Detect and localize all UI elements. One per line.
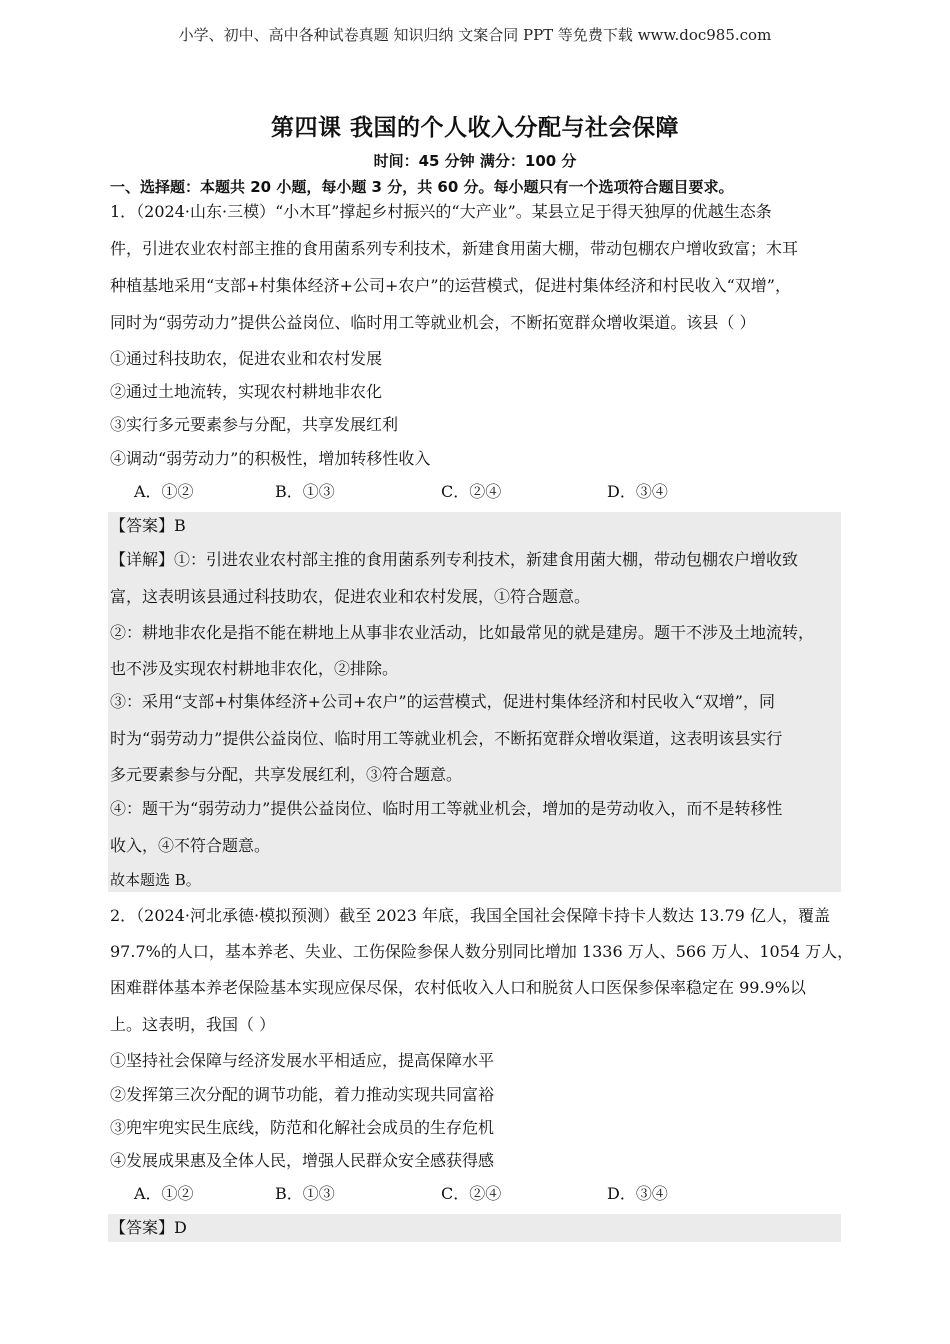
q2-stem-line: 困难群体基本养老保险基本实现应保尽保，农村低收入人口和脱贫人口医保参保率稳定在 99.9%以: [110, 978, 806, 997]
q1-option-b: B．①③: [275, 482, 335, 501]
q1-explanation-line: 也不涉及实现农村耕地非农化，②排除。: [110, 659, 399, 678]
q1-item: ①通过科技助农，促进农业和农村发展: [110, 349, 383, 368]
q2-stem-line: 上。这表明，我国（ ）: [110, 1015, 276, 1034]
exam-meta: 时间：45 分钟 满分：100 分: [373, 152, 577, 170]
q1-explanation-line: ④：题干为“弱劳动力”提供公益岗位、临时用工等就业机会，增加的是劳动收入，而不是转移性: [110, 799, 783, 818]
q2-answer: 【答案】D: [110, 1218, 187, 1237]
q2-item: ④发展成果惠及全体人民，增强人民群众安全感获得感: [110, 1151, 495, 1170]
q2-item: ③兜牢兜实民生底线，防范和化解社会成员的生存危机: [110, 1118, 495, 1137]
q1-explanation-line: 多元要素参与分配，共享发展红利，③符合题意。: [110, 765, 463, 784]
q2-stem-line: 2．（2024·河北承德·模拟预测）截至 2023 年底，我国全国社会保障卡持卡人数达 13.79 亿人，覆盖: [110, 906, 830, 925]
q1-explanation-line: 富，这表明该县通过科技助农，促进农业和农村发展，①符合题意。: [110, 587, 591, 606]
q2-option-d: D．③④: [607, 1184, 668, 1203]
q1-item: ④调动“弱劳动力”的积极性，增加转移性收入: [110, 449, 431, 468]
q1-stem-line: 同时为“弱劳动力”提供公益岗位、临时用工等就业机会，不断拓宽群众增收渠道。该县（ ）: [110, 313, 756, 332]
q2-option-a: A．①②: [134, 1184, 194, 1203]
q2-option-c: C．②④: [441, 1184, 502, 1203]
page-title: 第四课 我国的个人收入分配与社会保障: [270, 115, 679, 141]
q1-stem-line: 1．（2024·山东·三模）“小木耳”撑起乡村振兴的“大产业”。某县立足于得天独厚的优越生态条: [110, 202, 772, 221]
q1-item: ②通过土地流转，实现农村耕地非农化: [110, 382, 383, 401]
q2-item: ②发挥第三次分配的调节功能，着力推动实现共同富裕: [110, 1085, 495, 1104]
q1-explanation-line: 时为“弱劳动力”提供公益岗位、临时用工等就业机会，不断拓宽群众增收渠道，这表明该县实行: [110, 729, 783, 748]
q1-conclusion: 故本题选 B。: [110, 871, 201, 889]
q1-answer: 【答案】B: [110, 516, 186, 535]
q1-option-d: D．③④: [607, 482, 668, 501]
q1-explanation-line: 收入，④不符合题意。: [110, 836, 271, 855]
q2-item: ①坚持社会保障与经济发展水平相适应，提高保障水平: [110, 1051, 495, 1070]
q2-option-b: B．①③: [275, 1184, 335, 1203]
page-header: 小学、初中、高中各种试卷真题 知识归纳 文案合同 PPT 等免费下载 www.doc985.com: [178, 26, 772, 44]
q1-option-a: A．①②: [134, 482, 194, 501]
q2-stem-line: 97.7%的人口，基本养老、失业、工伤保险参保人数分别同比增加 1336 万人、566 万人、1054 万人，: [110, 942, 854, 961]
q1-explanation-line: 【详解】①：引进农业农村部主推的食用菌系列专利技术，新建食用菌大棚，带动包棚农户增收致: [110, 550, 799, 569]
q1-item: ③实行多元要素参与分配，共享发展红利: [110, 415, 399, 434]
q1-option-c: C．②④: [441, 482, 502, 501]
q1-stem-line: 件，引进农业农村部主推的食用菌系列专利技术，新建食用菌大棚，带动包棚农户增收致富；木耳: [110, 239, 799, 258]
section-instruction: 一、选择题：本题共 20 小题，每小题 3 分，共 60 分。每小题只有一个选项符合题目要求。: [110, 178, 734, 196]
q1-explanation-line: ③：采用“支部+村集体经济+公司+农户”的运营模式，促进村集体经济和村民收入“双增”，同: [110, 692, 775, 711]
q1-explanation-line: ②：耕地非农化是指不能在耕地上从事非农业活动，比如最常见的就是建房。题干不涉及土地流转，: [110, 623, 815, 642]
q1-stem-line: 种植基地采用“支部+村集体经济+公司+农户”的运营模式，促进村集体经济和村民收入“双增”，: [110, 276, 791, 295]
